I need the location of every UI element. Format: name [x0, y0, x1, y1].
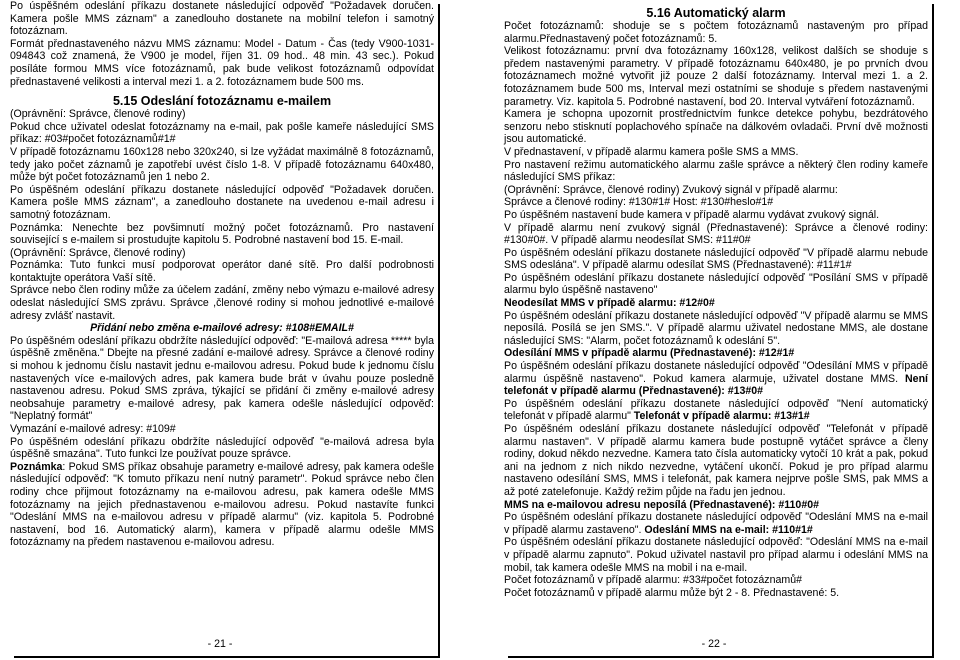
paragraph: Kamera je schopna upozornit prostřednictvím funkce detekce pohybu, bezdrátového senzoru nebo stisknutí poplachového spínače na dálkovém ovladači. První dvě možnosti jsou automatické. [504, 108, 928, 146]
section-title: 5.15 Odeslání fotozáznamu e-mailem [112, 94, 332, 109]
paragraph [504, 360, 928, 398]
paragraph: Po úspěšném odeslání příkazu obdržíte následující odpověď "e-mailová adresa byla úspěšně smazána". Tuto funkci lze používat pouze správce. [10, 435, 434, 461]
paragraph: Po úspěšném odeslání příkazu dostanete následující odpověď "V případě alarmu nebude SMS odeslána". V případě alarmu odesílat SMS (Přednastavené): #11#1# [504, 246, 928, 272]
section-title: 5.16 Automatický alarm [646, 6, 786, 20]
paragraph: Po úspěšném odeslání příkazu dostanete následující odpověď "Požadavek doručen. Kamera pošle MMS záznam", a zanedlouho dostanete na uvedenou e-mail adresu i samotný fotozáznam. [10, 183, 434, 221]
paragraph: Počet fotozáznamů v případě alarmu: #33#počet fotozáznamů# [504, 574, 802, 587]
paragraph: Po úspěšném nastavení bude kamera v případě alarmu vydávat zvukový signál. [504, 208, 880, 221]
command-heading-inline: Telefonát v případě alarmu: #13#1# [633, 410, 810, 423]
command-heading: MMS na e-mailovou adresu neposílá (Přednastavené): #110#0# [504, 498, 819, 511]
paragraph: Správce a členové rodiny: #130#1# Host: #130#heslo#1# [504, 196, 774, 209]
paragraph: (Oprávnění: Správce, členové rodiny) [10, 246, 186, 259]
command-heading-inline: Odeslání MMS na e-mail: #110#1# [644, 523, 813, 536]
command-heading: Neodesílat MMS v případě alarmu: #12#0# [504, 297, 715, 310]
paragraph: Pro nastavení režimu automatického alarmu zašle správce a některý člen rodiny kameře následující SMS příkaz: [504, 158, 928, 184]
paragraph-text: Po úspěšném odeslání příkazu dostanete následující odpověď "Odeslání MMS na e-mail v případě alarmu zastaveno". [504, 511, 928, 536]
paragraph: V případě alarmu není zvukový signál (Přednastavené): Správce a členové rodiny: #130#0#. V případě alarmu neodesílat SMS: #11#0# [504, 221, 928, 247]
paragraph: V přednastavení, v případě alarmu kamera pošle SMS a MMS. [504, 145, 799, 158]
paragraph [504, 511, 928, 536]
paragraph: Poznámka: Nenechte bez povšimnutí možný počet fotozáznamů. Pro nastavení související s e-mailem si prostudujte kapitolu 5. Podrobné nastavení bod 15. E-mail. [10, 221, 434, 247]
subheading: Přidání nebo změna e-mailové adresy: #108#EMAIL# [90, 322, 354, 335]
paragraph: V případě fotozáznamu 160x128 nebo 320x240, si lze vyžádat maximálně 8 fotozáznamů, tedy jako počet záznamů je zapotřebí uvést číslo 1-8. V případě fotozáznamu 640x480, může být počet fotozáznamů jen 1 nebo 2. [10, 145, 434, 184]
paragraph-text: Po úspěšném odeslání příkazu dostanete následující odpověď "Odesílání MMS v případě alarmu úspěšně nastaveno". Pokud kamera alarmuje, uživatel dostane MMS. [504, 360, 928, 385]
paragraph: (Oprávnění: Správce, členové rodiny) [10, 108, 186, 121]
paragraph: Vymazání e-mailové adresy: #109# [10, 423, 176, 435]
note-paragraph [10, 461, 434, 549]
paragraph [504, 398, 928, 423]
note-text: : Pokud SMS příkaz obsahuje parametry e-mailové adresy, pak kamera odešle následující odpověď: "K tomuto příkazu není nutný parametr". Pokud správce nebo člen rodiny chce přijmout fotozáznamy na e-mailovou adresu, pak kamera odešle MMS fotozáznamy na jejich přednastavenou e-mailovou adresu. Pokud nastavíte funkci "Odeslání MMS na e-mailovou adresu v případě alarmu" (viz. kapitola 5. Podrobné nastavení, bod 16. Automatický alarm), kamera v případě alarmu odešle MMS fotozáznamy na předem nastavenou e-mailovou adresu. [10, 460, 434, 549]
page-left-content [8, 0, 440, 549]
note-label: Poznámka [10, 460, 63, 473]
page-left [8, 0, 440, 658]
paragraph: Po úspěšném odeslání příkazu dostanete následující odpověď: "Odeslání MMS na e-mail v případě alarmu zapnuto". Pokud uživatel nastavil pro případ alarmu i odeslání MMS na mobil, tak kamera odešle MMS na mobil i na e-mail. [504, 536, 928, 574]
paragraph: Počet fotozáznamů v případě alarmu může být 2 - 8. Přednastavené: 5. [504, 586, 840, 599]
paragraph: Formát přednastaveného názvu MMS záznamu: Model - Datum - Čas (tedy V900-1031-094843 což znamená, že V900 je model, říjen 31. 09 hod.. 48 min. 43 sec.). Pokud posíláte formou MMS více fotozáznamů, pak bude velikost fotozáznamů odpovídat přednastavené velikosti a interval mezi 1. a 2. fotozáznamem bude 500 ms. [10, 37, 434, 88]
page-right-content [502, 6, 934, 599]
paragraph: Po úspěšném odeslání příkazu dostanete následující odpověď "Požadavek doručen. Kamera pošle MMS záznam" a zanedlouho dostanete na mobilní telefon i samotný fotozáznam. [10, 0, 434, 38]
paragraph: Pokud chce uživatel odeslat fotozáznamy na e-mail, pak pošle kameře následující SMS příkaz: #03#počet fotozáznamů#1# [10, 120, 434, 146]
page-number: - 21 - [207, 638, 233, 650]
paragraph: Po úspěšném odeslání příkazu dostanete následující odpověď "Posílání SMS v případě alarmu bylo úspěšně nastaveno" [504, 271, 928, 297]
page-number: - 22 - [701, 638, 727, 650]
paragraph: Po úspěšném odeslání příkazu obdržíte následující odpověď: "E-mailová adresa ***** byla úspěšně změněna." Dbejte na přesné zadání e-mailové adresy. Správce a členové rodiny si mohou k jednomu číslu nastavit jednu e-mailovou adresu. Pokud bude k jednomu číslu nastavených více e-mailových adres, pak kamera bude brát v úvahu pouze posledně nastavenou adresu. Pokud SMS zpráva, týkající se přidání či změny e-mailové adresy neobsahuje parametry e-mailové adresy, pak kamera odešle následující odpověď: "Neplatný formát" [10, 334, 434, 423]
paragraph: Po úspěšném odeslání příkazu dostanete následující odpověď "Telefonát v případě alarmu nastaven". V případě alarmu kamera bude postupně vytáčet správce a členy rodiny, dokud někdo nezvedne. Kamera tato čísla automaticky vytočí 10 krát a pak, pokud ani na jednom z nich nikdo nezvedne, vytáčení ukončí. Pokud je pro případ alarmu nastaveno odesílání SMS, MMS i telefonát, pak kamera nejprve pošle SMS, pak MMS a až poté zatelefonuje. Každý režim půjde na řadu jen jednou. [504, 423, 928, 498]
paragraph: Po úspěšném odeslání příkazu dostanete následující odpověď "V případě alarmu se MMS neposílá. Posílá se jen SMS.". V případě alarmu uživatel nedostane MMS, ale dostane následující SMS: "Alarm, počet fotozáznamů k odeslání 5". [504, 309, 928, 347]
page-right [502, 0, 934, 658]
paragraph: Počet fotozáznamů: shoduje se s počtem fotozáznamů nastaveným pro případ alarmu.Přednastavený počet fotozáznamů: 5. [504, 20, 928, 45]
command-heading-inline: Není telefonát v případě alarmu (Přednastavené): #13#0# [504, 372, 928, 398]
paragraph: (Oprávnění: Správce, členové rodiny) Zvukový signál v případě alarmu: [504, 183, 838, 196]
paragraph-text: Po úspěšném odeslání příkazu dostanete následující odpověď "Není automatický telefonát v případě alarmu" [504, 397, 928, 423]
paragraph: Poznámka: Tuto funkci musí podporovat operátor dané sítě. Pro další podrobnosti kontaktujte operátora Vaší sítě. [10, 259, 434, 284]
command-heading: Odesílání MMS v případě alarmu (Přednastavené): #12#1# [504, 347, 795, 360]
paragraph: Správce nebo člen rodiny může za účelem zadání, změny nebo výmazu e-mailové adresy odeslat následující SMS zprávu. Správce ,členové rodiny si mohou jednotlivé e-mailové adresy zvlášť nastavit. [10, 284, 434, 322]
paragraph: Velikost fotozáznamu: první dva fotozáznamy 160x128, velikost dalších se shoduje s předem nastavenými parametry. V případě fotozáznamu 640x480, je po prvních dvou fotozáznamech možné vytvořit již pouze 2 další fotozáznamy. Interval mezi 1. a 2. fotozáznamem bude 500 ms, Interval mezi ostatními se shoduje s předem nastavenými parametry. Viz. kapitola 5. Podrobné nastavení, bod 20. Interval vytváření fotozáznamů. [504, 45, 928, 108]
